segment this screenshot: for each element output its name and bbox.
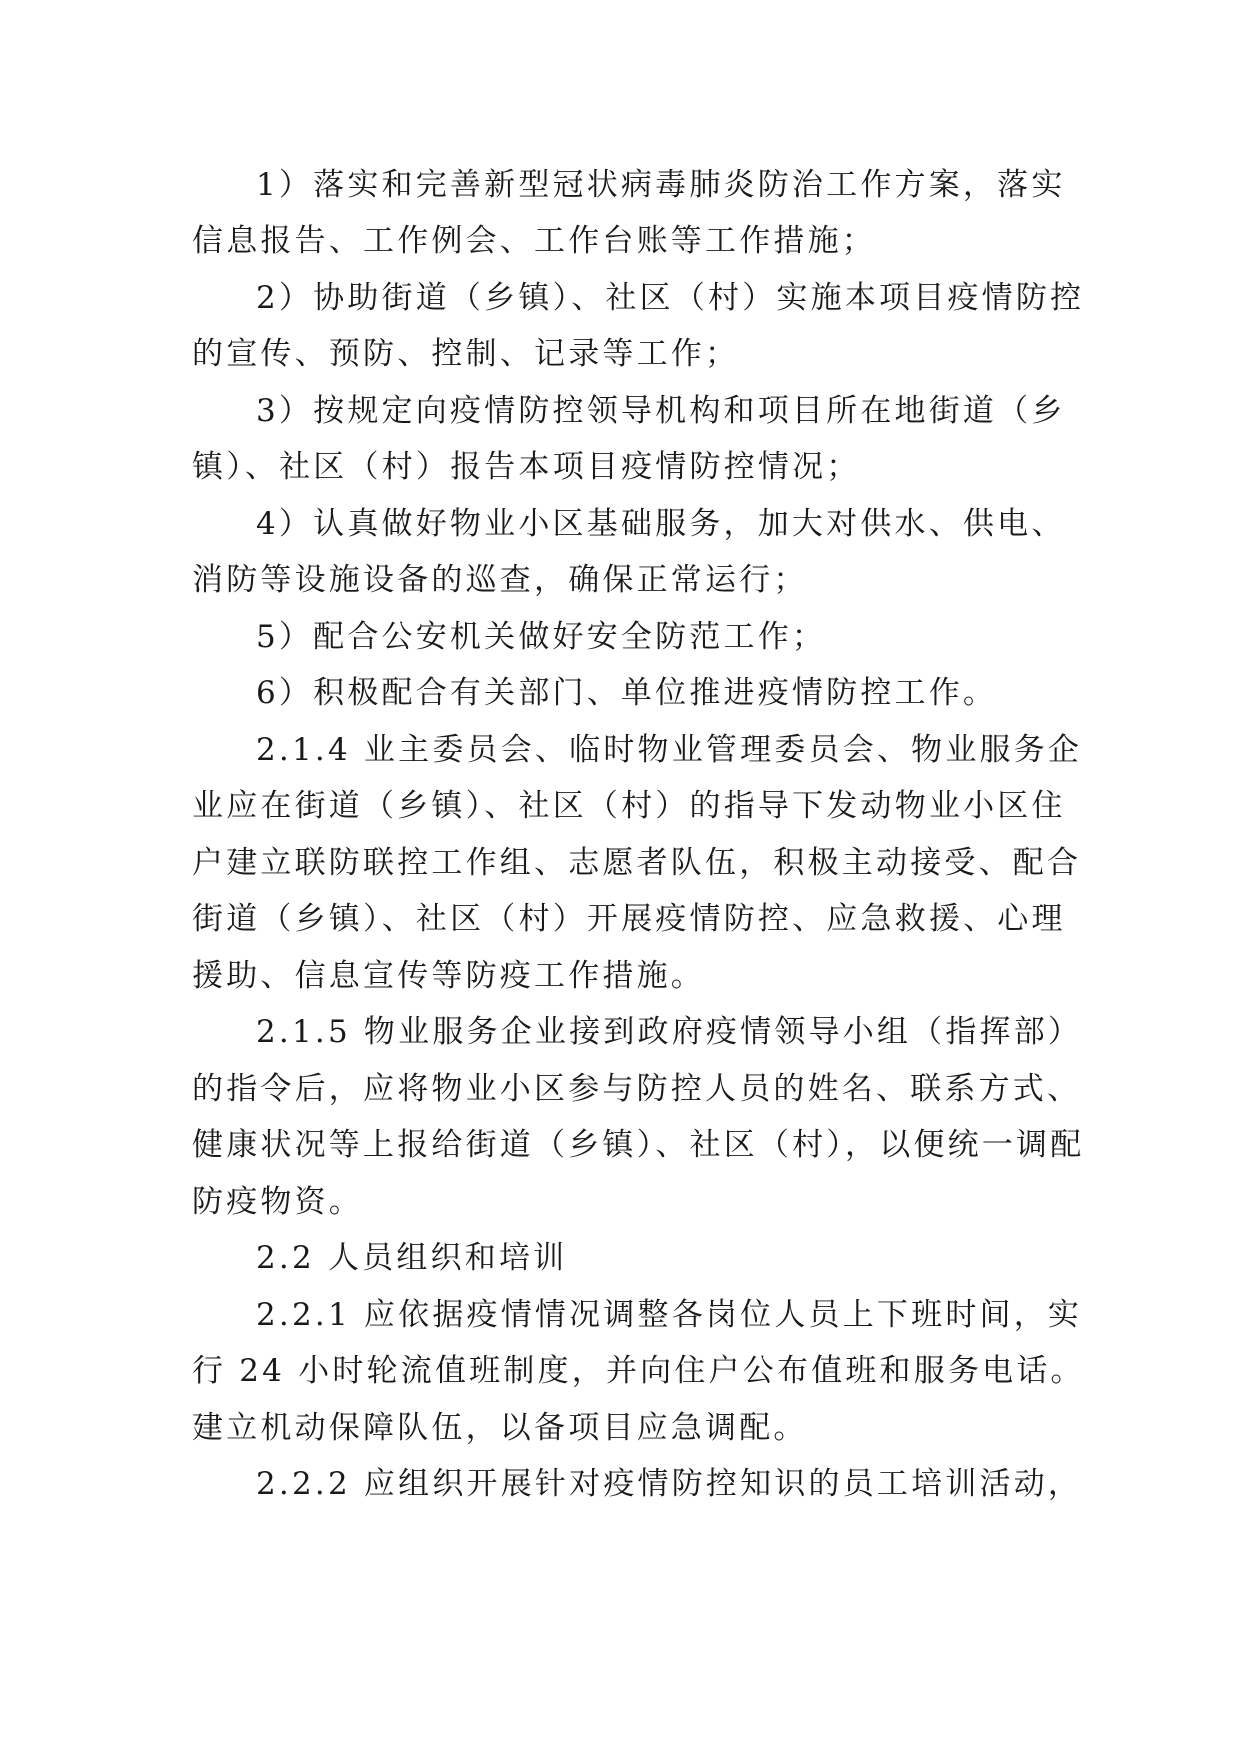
text-line: 4）认真做好物业小区基础服务，加大对供水、供电、: [256, 506, 1066, 542]
text-line: 街道（乡镇）、社区（村）开展疫情防控、应急救援、心理: [192, 901, 1066, 937]
text-line: 业应在街道（乡镇）、社区（村）的指导下发动物业小区住: [192, 788, 1066, 824]
text-line: 信息报告、工作例会、工作台账等工作措施；: [192, 223, 876, 259]
text-line: 2.1.5 物业服务企业接到政府疫情领导小组（指挥部）: [256, 1014, 1083, 1050]
text-line: 镇）、社区（村）报告本项目疫情防控情况；: [192, 449, 861, 485]
text-line: 防疫物资。: [192, 1184, 363, 1220]
section-heading: 2.2 人员组织和培训: [256, 1240, 568, 1276]
text-line: 建立机动保障队伍，以备项目应急调配。: [192, 1410, 808, 1446]
text-line: 6）积极配合有关部门、单位推进疫情防控工作。: [256, 675, 998, 711]
text-line: 援助、信息宣传等防疫工作措施。: [192, 958, 705, 994]
text-line: 2.2.2 应组织开展针对疫情防控知识的员工培训活动，: [256, 1466, 1083, 1502]
text-line: 消防等设施设备的巡查，确保正常运行；: [192, 562, 808, 598]
text-line: 2.1.4 业主委员会、临时物业管理委员会、物业服务企: [256, 732, 1083, 768]
text-line: 2）协助街道（乡镇）、社区（村）实施本项目疫情防控: [256, 280, 1085, 316]
text-line: 3）按规定向疫情防控领导机构和项目所在地街道（乡: [256, 393, 1066, 429]
text-line: 5）配合公安机关做好安全防范工作；: [256, 619, 827, 655]
text-line: 行 24 小时轮流值班制度，并向住户公布值班和服务电话。: [192, 1353, 1085, 1389]
text-line: 健康状况等上报给街道（乡镇）、社区（村），以便统一调配: [192, 1127, 1085, 1163]
text-line: 的宣传、预防、控制、记录等工作；: [192, 336, 740, 372]
text-line: 2.2.1 应依据疫情情况调整各岗位人员上下班时间，实: [256, 1297, 1083, 1333]
text-line: 1）落实和完善新型冠状病毒肺炎防治工作方案，落实: [256, 167, 1066, 203]
text-line: 的指令后，应将物业小区参与防控人员的姓名、联系方式、: [192, 1071, 1082, 1107]
text-line: 户建立联防联控工作组、志愿者队伍，积极主动接受、配合: [192, 845, 1082, 881]
